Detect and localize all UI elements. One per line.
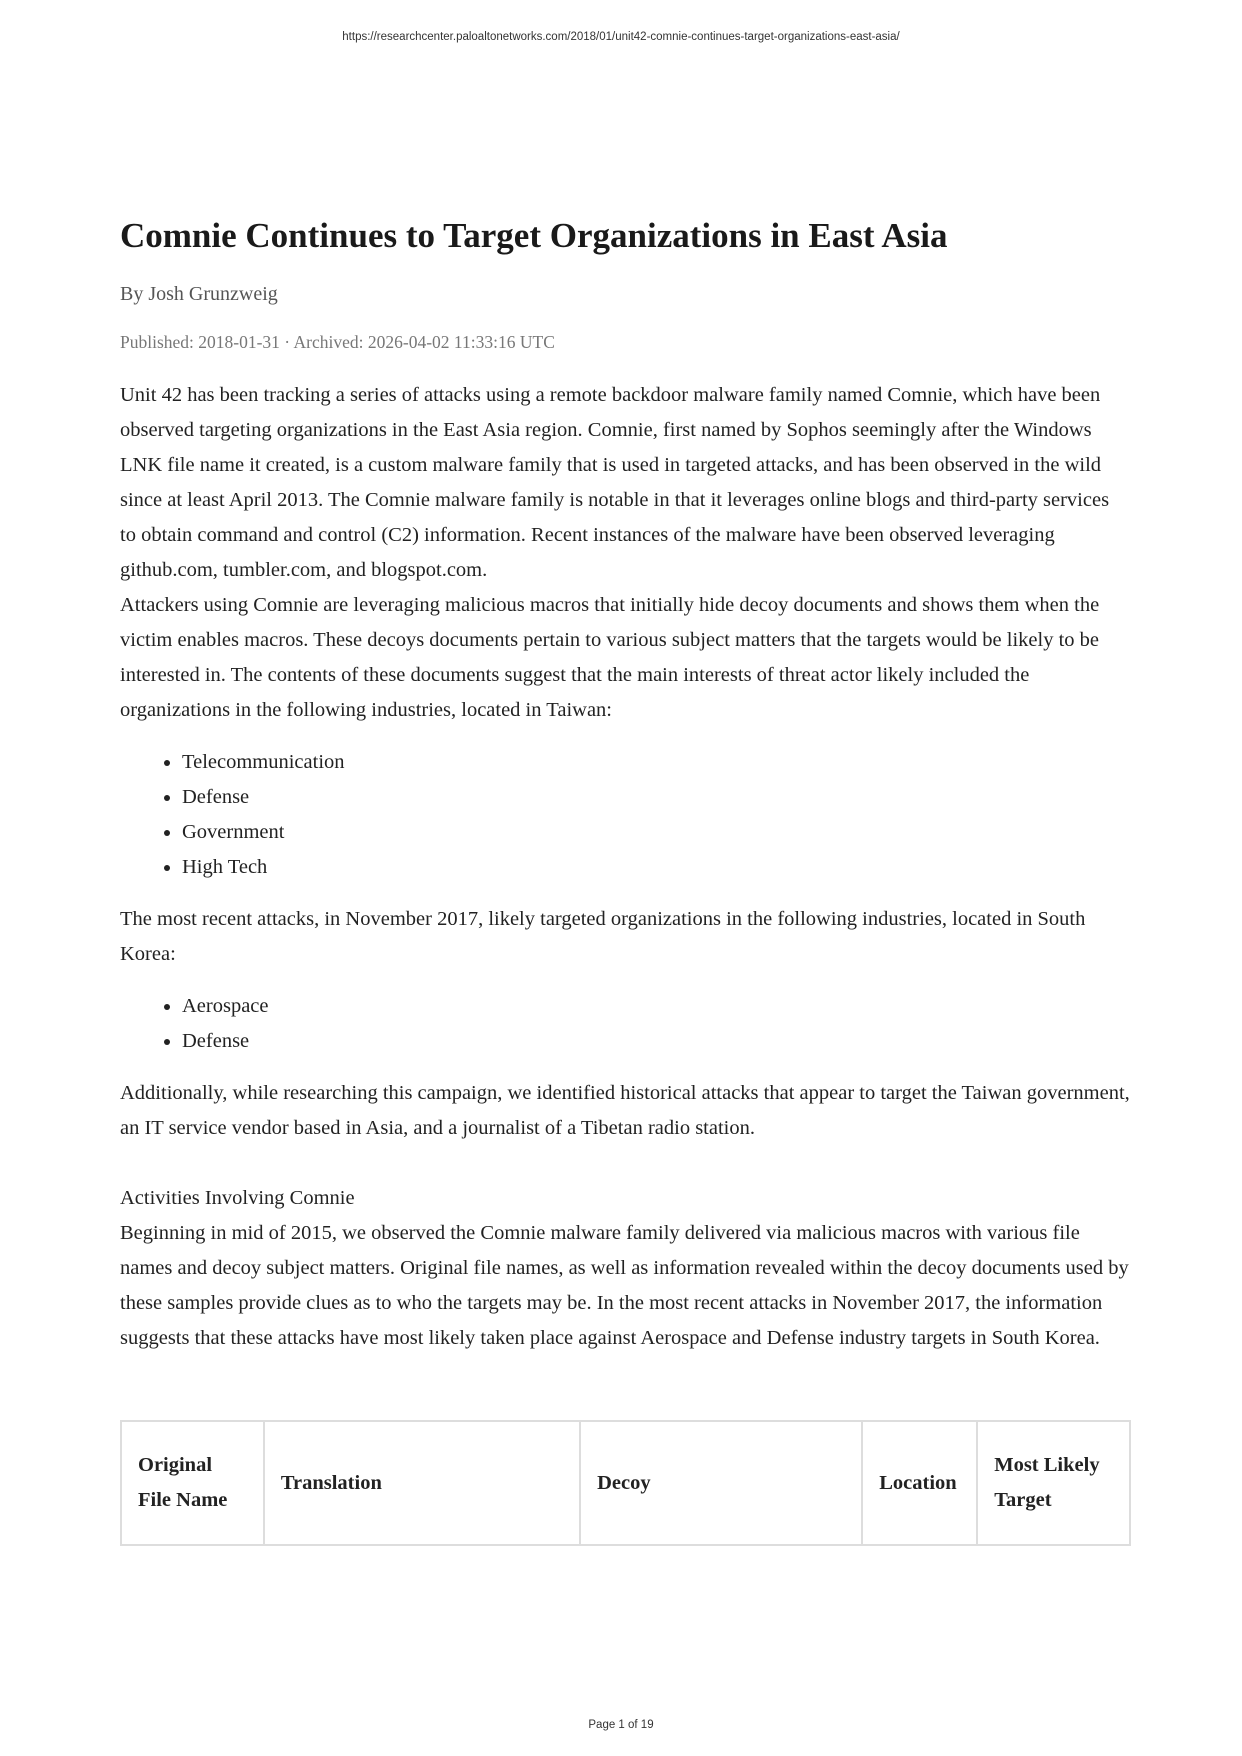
list-item: • Defense [182, 1024, 1130, 1059]
table-header-row [121, 1421, 1130, 1545]
list-item: • Aerospace [182, 989, 1130, 1024]
macros-paragraph: Attackers using Comnie are leveraging malicious macros that initially hide decoy documents and shows them when the victim enables macros. These decoys documents pertain to various subject matters that the targets would be likely to be interested in. The contents of these documents suggest that the main interests of threat actor likely included the organizations in the following industries, located in Taiwan: [120, 594, 1100, 721]
list-item: • Defense [182, 780, 1130, 815]
column-header-original-file-name: Original File Name [121, 1421, 264, 1545]
column-header-decoy: Decoy [580, 1421, 862, 1545]
intro-paragraph: Unit 42 has been tracking a series of attacks using a remote backdoor malware family named Comnie, which have been observed targeting organizations in the East Asia region. Comnie, first named by Sophos seemingly after the Windows LNK file name it created, is a custom malware family that is used in targeted attacks, and has been observed in the wild since at least April 2013. The Comnie malware family is notable in that it leverages online blogs and third-party services to obtain command and control (C2) information. Recent instances of the malware have been observed leveraging github.com, tumbler.com, and blogspot.com. [120, 384, 1110, 581]
recent-attacks-paragraph: The most recent attacks, in November 2017, likely targeted organizations in the following industries, located in South Korea: [120, 908, 1086, 965]
targets-table [120, 1420, 1131, 1546]
publish-meta: Published: 2018-01-31 · Archived: 2026-04-02 11:33:16 UTC [120, 332, 555, 352]
source-url: https://researchcenter.paloaltonetworks.com/2018/01/unit42-comnie-continues-target-organizations-east-asia/ [342, 31, 900, 43]
article [120, 208, 1130, 1546]
list-item: • High Tech [182, 850, 1130, 885]
column-header-translation: Translation [264, 1421, 580, 1545]
taiwan-industry-list [120, 745, 1130, 885]
list-item: • Government [182, 815, 1130, 850]
author-byline: By Josh Grunzweig [120, 283, 278, 305]
list-item: • Telecommunication [182, 745, 1130, 780]
article-title: Comnie Continues to Target Organizations in East Asia [120, 216, 948, 255]
activities-paragraph: Beginning in mid of 2015, we observed the Comnie malware family delivered via malicious macros with various file names and decoy subject matters. Original file names, as well as information revealed within the decoy documents used by these samples provide clues as to who the targets may be. In the most recent attacks in November 2017, the information suggests that these attacks have most likely taken place against Aerospace and Defense industry targets in South Korea. [120, 1222, 1129, 1349]
historical-attacks-paragraph: Additionally, while researching this campaign, we identified historical attacks that appear to target the Taiwan government, an IT service vendor based in Asia, and a journalist of a Tibetan radio station. [120, 1082, 1130, 1139]
column-header-location: Location [862, 1421, 977, 1545]
korea-industry-list [120, 989, 1130, 1059]
column-header-most-likely-target: Most Likely Target [977, 1421, 1130, 1545]
page-number: Page 1 of 19 [588, 1719, 654, 1731]
section-heading: Activities Involving Comnie [120, 1187, 355, 1209]
